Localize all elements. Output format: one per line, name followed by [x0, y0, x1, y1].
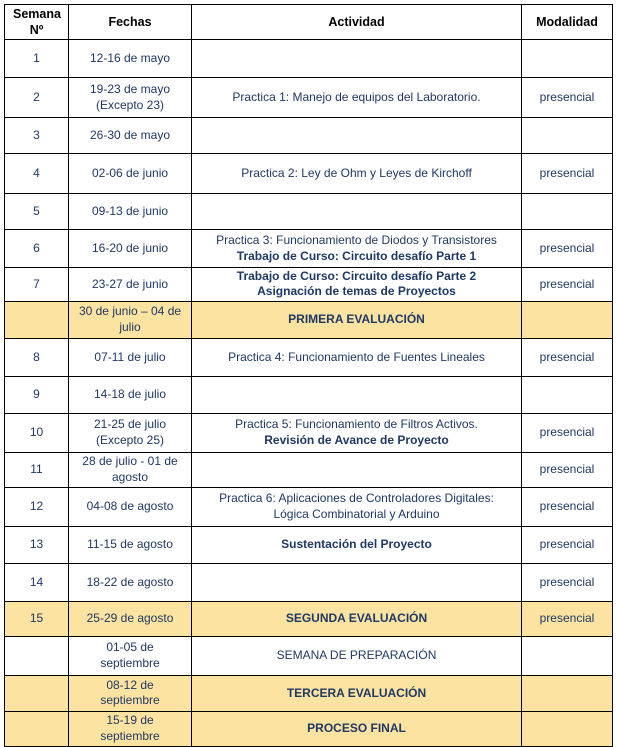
activity-cell	[192, 452, 522, 487]
week-cell: 15	[5, 601, 69, 636]
activity-cell: Sustentación del Proyecto	[192, 526, 522, 563]
modality-cell: presencial	[522, 78, 613, 118]
modality-cell	[522, 636, 613, 675]
table-row-week-4	[5, 154, 613, 194]
dates-cell: 15-19 de septiembre	[69, 711, 192, 746]
activity-cell: SEGUNDA EVALUACIÓN	[192, 601, 522, 636]
column-header-actividad: Actividad	[192, 5, 522, 40]
week-cell: 12	[5, 487, 69, 526]
modality-cell	[522, 376, 613, 413]
week-cell: 5	[5, 194, 69, 230]
dates-cell: 30 de junio – 04 de julio	[69, 301, 192, 338]
modality-cell: presencial	[522, 413, 613, 452]
table-row-week-10	[5, 413, 613, 452]
modality-cell	[522, 40, 613, 78]
dates-cell: 25-29 de agosto	[69, 601, 192, 636]
table-row-week-3	[5, 118, 613, 154]
activity-cell: Practica 3: Funcionamiento de Diodos y Transistores Trabajo de Curso: Circuito desafío Parte 1	[192, 230, 522, 268]
table-row-week-11	[5, 452, 613, 487]
table-row-week-5	[5, 194, 613, 230]
table-row-week-7	[5, 268, 613, 302]
modality-cell	[522, 118, 613, 154]
modality-cell: presencial	[522, 338, 613, 376]
week-cell: 8	[5, 338, 69, 376]
dates-cell: 02-06 de junio	[69, 154, 192, 194]
week-cell	[5, 301, 69, 338]
activity-cell	[192, 563, 522, 601]
dates-cell: 07-11 de julio	[69, 338, 192, 376]
table-row-semana-preparacion	[5, 636, 613, 675]
week-cell: 3	[5, 118, 69, 154]
table-row-proceso-final	[5, 711, 613, 746]
week-cell: 4	[5, 154, 69, 194]
activity-cell: Practica 5: Funcionamiento de Filtros Activos. Revisión de Avance de Proyecto	[192, 413, 522, 452]
modality-cell: presencial	[522, 230, 613, 268]
dates-cell: 28 de julio - 01 de agosto	[69, 452, 192, 487]
week-cell	[5, 675, 69, 711]
activity-cell: PRIMERA EVALUACIÓN	[192, 301, 522, 338]
column-header-fechas: Fechas	[69, 5, 192, 40]
dates-cell: 12-16 de mayo	[69, 40, 192, 78]
activity-cell: SEMANA DE PREPARACIÓN	[192, 636, 522, 675]
modality-cell: presencial	[522, 154, 613, 194]
table-row-primera-evaluacion	[5, 301, 613, 338]
activity-cell: PROCESO FINAL	[192, 711, 522, 746]
week-cell: 6	[5, 230, 69, 268]
modality-cell: presencial	[522, 268, 613, 302]
activity-cell: Practica 2: Ley de Ohm y Leyes de Kirchoff	[192, 154, 522, 194]
activity-cell: Practica 4: Funcionamiento de Fuentes Lineales	[192, 338, 522, 376]
modality-cell: presencial	[522, 487, 613, 526]
dates-cell: 23-27 de junio	[69, 268, 192, 302]
activity-cell: Practica 6: Aplicaciones de Controladores Digitales: Lógica Combinatorial y Arduino	[192, 487, 522, 526]
dates-cell: 08-12 de septiembre	[69, 675, 192, 711]
header-row	[5, 5, 613, 40]
week-cell: 10	[5, 413, 69, 452]
activity-cell	[192, 40, 522, 78]
modality-cell	[522, 301, 613, 338]
dates-cell: 18-22 de agosto	[69, 563, 192, 601]
modality-cell: presencial	[522, 526, 613, 563]
week-cell: 1	[5, 40, 69, 78]
week-cell	[5, 636, 69, 675]
week-cell: 13	[5, 526, 69, 563]
week-cell: 7	[5, 268, 69, 302]
course-schedule-table	[4, 4, 613, 747]
activity-cell	[192, 194, 522, 230]
week-cell: 2	[5, 78, 69, 118]
activity-cell: TERCERA EVALUACIÓN	[192, 675, 522, 711]
modality-cell: presencial	[522, 563, 613, 601]
week-cell	[5, 711, 69, 746]
table-row-week-13	[5, 526, 613, 563]
table-row-week-12	[5, 487, 613, 526]
column-header-modalidad: Modalidad	[522, 5, 613, 40]
modality-cell	[522, 194, 613, 230]
week-cell: 9	[5, 376, 69, 413]
column-header-semana: Semana Nº	[5, 5, 69, 40]
table-row-week-2	[5, 78, 613, 118]
activity-cell: Practica 1: Manejo de equipos del Laboratorio.	[192, 78, 522, 118]
week-cell: 14	[5, 563, 69, 601]
dates-cell: 19-23 de mayo (Excepto 23)	[69, 78, 192, 118]
dates-cell: 11-15 de agosto	[69, 526, 192, 563]
table-row-tercera-evaluacion	[5, 675, 613, 711]
dates-cell: 09-13 de junio	[69, 194, 192, 230]
dates-cell: 04-08 de agosto	[69, 487, 192, 526]
week-cell: 11	[5, 452, 69, 487]
activity-cell: Trabajo de Curso: Circuito desafío Parte 2 Asignación de temas de Proyectos	[192, 268, 522, 302]
activity-cell	[192, 376, 522, 413]
dates-cell: 16-20 de junio	[69, 230, 192, 268]
modality-cell: presencial	[522, 601, 613, 636]
activity-cell	[192, 118, 522, 154]
dates-cell: 26-30 de mayo	[69, 118, 192, 154]
table-row-week-6	[5, 230, 613, 268]
table-row-week-15-segunda-evaluacion	[5, 601, 613, 636]
table-row-week-9	[5, 376, 613, 413]
modality-cell: presencial	[522, 452, 613, 487]
dates-cell: 01-05 de septiembre	[69, 636, 192, 675]
table-row-week-8	[5, 338, 613, 376]
dates-cell: 21-25 de julio (Excepto 25)	[69, 413, 192, 452]
modality-cell	[522, 711, 613, 746]
table-row-week-14	[5, 563, 613, 601]
table-row-week-1	[5, 40, 613, 78]
modality-cell	[522, 675, 613, 711]
dates-cell: 14-18 de julio	[69, 376, 192, 413]
